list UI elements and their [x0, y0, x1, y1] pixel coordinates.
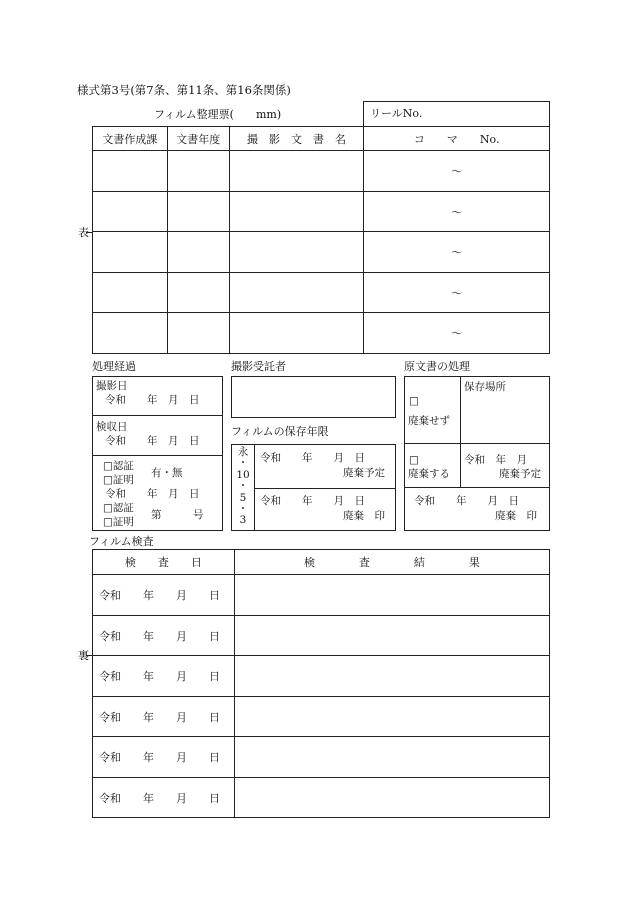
inspection-result-cell[interactable] — [234, 656, 549, 697]
cert-checkbox-2[interactable]: □認証 — [103, 502, 134, 514]
dispose-date-2[interactable]: 令和 年 月 日 — [414, 495, 519, 507]
header-inspection-date: 検 査 日 — [93, 550, 235, 575]
frame-no-cell[interactable] — [364, 313, 550, 354]
retention-title: フィルムの保存年限 — [231, 425, 329, 438]
tilde-mark: ～ — [451, 205, 463, 219]
frame-no-cell[interactable] — [364, 151, 550, 192]
dispose-seal: 廃棄 印 — [495, 510, 537, 522]
film-record-table — [92, 126, 550, 354]
inspection-title: フィルム検査 — [89, 535, 154, 548]
received-date-value[interactable]: 令和 年 月 日 — [105, 435, 200, 447]
table-row — [93, 151, 550, 192]
period-char: ・ — [237, 480, 249, 493]
header-frame-no: コ マ No. — [364, 127, 550, 151]
divider — [460, 377, 461, 487]
table-row — [93, 232, 550, 273]
form-number-label: 様式第3号(第7条、第11条、第16条関係) — [77, 83, 291, 97]
period-char: 永 — [237, 446, 249, 458]
header-doc-name: 撮 影 文 書 名 — [229, 127, 364, 151]
inspection-result-cell[interactable] — [234, 778, 549, 818]
no-dispose-checkbox[interactable]: □ — [409, 395, 419, 407]
year-cell[interactable] — [167, 192, 229, 232]
dispose-date-1[interactable]: 令和 年 月 — [464, 454, 527, 466]
divider — [93, 415, 222, 416]
inspection-result-cell[interactable] — [234, 616, 549, 656]
process-title: 処理経過 — [92, 360, 136, 373]
doc-name-cell[interactable] — [229, 192, 364, 232]
doc-name-cell[interactable] — [229, 232, 364, 273]
year-cell[interactable] — [167, 273, 229, 313]
shot-date-value[interactable]: 令和 年 月 日 — [105, 394, 200, 406]
dept-cell[interactable] — [93, 151, 168, 192]
period-char: 5 — [239, 491, 247, 504]
year-cell[interactable] — [167, 151, 229, 192]
retention-seal: 廃棄 印 — [343, 510, 385, 522]
table-row — [93, 737, 550, 778]
period-char: ・ — [237, 503, 249, 516]
frame-no-cell[interactable] — [364, 232, 550, 273]
inspection-result-cell[interactable] — [234, 575, 549, 616]
storage-place-label: 保存場所 — [464, 381, 506, 393]
dept-cell[interactable] — [93, 232, 168, 273]
doc-name-cell[interactable] — [229, 273, 364, 313]
shot-date-label: 撮影日 — [96, 380, 128, 392]
retention-box — [231, 444, 396, 531]
retention-planned: 廃棄予定 — [343, 467, 385, 479]
table-row — [93, 192, 550, 232]
inspection-date-cell[interactable]: 令和 年 月 日 — [93, 656, 235, 697]
retention-date-2[interactable]: 令和 年 月 日 — [260, 495, 365, 507]
process-box — [92, 376, 223, 531]
form-title: フィルム整理票( mm) — [154, 108, 282, 121]
inspection-table — [92, 549, 550, 818]
inspection-result-cell[interactable] — [234, 737, 549, 778]
period-char: 10 — [236, 468, 250, 481]
period-char: 3 — [239, 514, 247, 527]
year-cell[interactable] — [167, 313, 229, 354]
tilde-mark: ～ — [451, 327, 463, 340]
year-cell[interactable] — [167, 232, 229, 273]
retention-period-options[interactable] — [232, 447, 254, 527]
inspection-date-cell[interactable]: 令和 年 月 日 — [93, 778, 235, 818]
header-year: 文書年度 — [167, 127, 229, 151]
original-doc-box — [404, 376, 550, 531]
divider — [405, 487, 549, 488]
retention-date-1[interactable]: 令和 年 月 日 — [260, 452, 365, 464]
period-char: ・ — [237, 457, 249, 470]
front-side-label: 表 — [78, 226, 89, 239]
no-dispose-label: 廃棄せず — [408, 415, 450, 427]
divider — [254, 488, 395, 489]
divider — [93, 455, 222, 456]
header-inspection-result: 検 査 結 果 — [234, 550, 549, 575]
back-side-label: 裏 — [78, 649, 89, 662]
dept-cell[interactable] — [93, 192, 168, 232]
original-doc-title: 原文書の処理 — [404, 360, 470, 373]
film-record-header-row — [93, 127, 550, 151]
cert-number[interactable]: 第 号 — [151, 509, 204, 521]
received-date-label: 検収日 — [96, 421, 128, 433]
inspection-result-cell[interactable] — [234, 697, 549, 737]
divider — [405, 443, 549, 444]
dispose-label: 廃棄する — [408, 468, 450, 480]
dept-cell[interactable] — [93, 313, 168, 354]
table-row — [93, 697, 550, 737]
inspection-header-row — [93, 550, 550, 575]
doc-name-cell[interactable] — [229, 151, 364, 192]
cert-date-value[interactable]: 令和 年 月 日 — [105, 488, 200, 500]
dispose-checkbox[interactable]: □ — [409, 454, 419, 466]
inspection-date-cell[interactable]: 令和 年 月 日 — [93, 697, 235, 737]
table-row — [93, 778, 550, 818]
dept-cell[interactable] — [93, 273, 168, 313]
inspection-date-cell[interactable]: 令和 年 月 日 — [93, 616, 235, 656]
reel-number-label: リールNo. — [370, 107, 423, 120]
table-row — [93, 313, 550, 354]
doc-name-cell[interactable] — [229, 313, 364, 354]
tilde-mark: ～ — [451, 286, 463, 300]
frame-no-cell[interactable] — [364, 273, 550, 313]
table-row — [93, 273, 550, 313]
table-row — [93, 575, 550, 616]
contractor-box[interactable] — [231, 376, 396, 418]
frame-no-cell[interactable] — [364, 192, 550, 232]
contractor-title: 撮影受託者 — [231, 360, 286, 373]
header-dept: 文書作成課 — [93, 127, 168, 151]
dispose-planned: 廃棄予定 — [499, 468, 541, 480]
reel-number-box[interactable] — [363, 101, 550, 127]
tilde-mark: ～ — [451, 165, 463, 178]
yes-no-option[interactable]: 有・無 — [151, 467, 183, 479]
cert-checkbox-1[interactable]: □認証 — [103, 460, 134, 472]
tilde-mark: ～ — [451, 246, 463, 259]
inspection-date-cell[interactable]: 令和 年 月 日 — [93, 737, 235, 778]
proof-checkbox-1[interactable]: □証明 — [103, 474, 134, 486]
table-row — [93, 656, 550, 697]
inspection-date-cell[interactable]: 令和 年 月 日 — [93, 575, 235, 616]
table-row — [93, 616, 550, 656]
proof-checkbox-2[interactable]: □証明 — [103, 516, 134, 528]
